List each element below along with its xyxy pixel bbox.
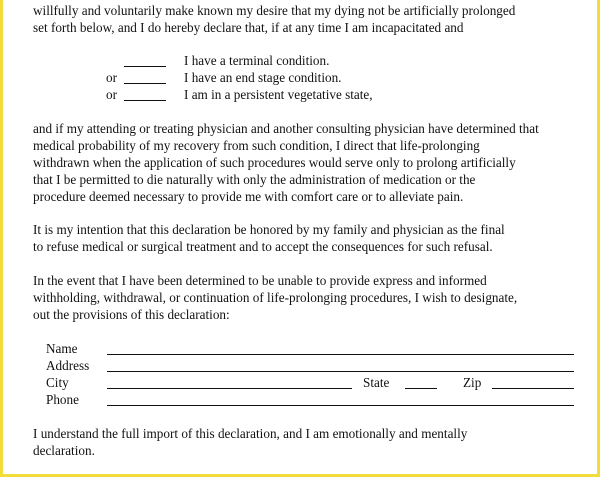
- physician-line-2: medical probability of my recovery from such condition, I direct that life-prolonging: [33, 138, 480, 153]
- end-stage-condition-label: I have an end stage condition.: [184, 70, 342, 85]
- phone-field[interactable]: [107, 405, 574, 406]
- closing-line-1: I understand the full import of this declaration, and I am emotionally and mentally: [33, 426, 468, 441]
- terminal-condition-label: I have a terminal condition.: [184, 53, 330, 68]
- designate-line-2: withholding, withdrawal, or continuation of life-prolonging procedures, I wish to designate,: [33, 290, 518, 305]
- address-label: Address: [46, 358, 90, 373]
- declaration-page: [3, 0, 597, 474]
- state-label: State: [363, 375, 390, 390]
- address-field[interactable]: [107, 371, 574, 372]
- physician-line-5: procedure deemed necessary to provide me with comfort care or to alleviate pain.: [33, 189, 464, 204]
- name-field[interactable]: [107, 354, 574, 355]
- intro-line-2: set forth below, and I do hereby declare that, if at any time I am incapacitated and: [33, 20, 464, 35]
- city-field[interactable]: [107, 388, 352, 389]
- intro-line-1: willfully and voluntarily make known my desire that my dying not be artificially prolonged: [33, 3, 516, 18]
- end-stage-condition-blank[interactable]: [124, 83, 166, 84]
- intention-line-1: It is my intention that this declaration be honored by my family and physician as the final: [33, 222, 505, 237]
- or-label-1: or: [106, 70, 117, 85]
- zip-label: Zip: [463, 375, 482, 390]
- vegetative-state-label: I am in a persistent vegetative state,: [184, 87, 373, 102]
- phone-label: Phone: [46, 392, 79, 407]
- city-label: City: [46, 375, 69, 390]
- intention-line-2: to refuse medical or surgical treatment and to accept the consequences for such refusal.: [33, 239, 493, 254]
- physician-line-4: that I be permitted to die naturally with only the administration of medication or the: [33, 172, 476, 187]
- vegetative-state-blank[interactable]: [124, 100, 166, 101]
- designate-line-3: out the provisions of this declaration:: [33, 307, 230, 322]
- terminal-condition-blank[interactable]: [124, 66, 166, 67]
- physician-line-1: and if my attending or treating physician and another consulting physician have determined that: [33, 121, 539, 136]
- or-label-2: or: [106, 87, 117, 102]
- closing-line-2: declaration.: [33, 443, 95, 458]
- state-field[interactable]: [405, 388, 437, 389]
- physician-line-3: withdrawn when the application of such procedures would serve only to prolong artificially: [33, 155, 516, 170]
- name-label: Name: [46, 341, 78, 356]
- zip-field[interactable]: [492, 388, 574, 389]
- designate-line-1: In the event that I have been determined to be unable to provide express and informed: [33, 273, 487, 288]
